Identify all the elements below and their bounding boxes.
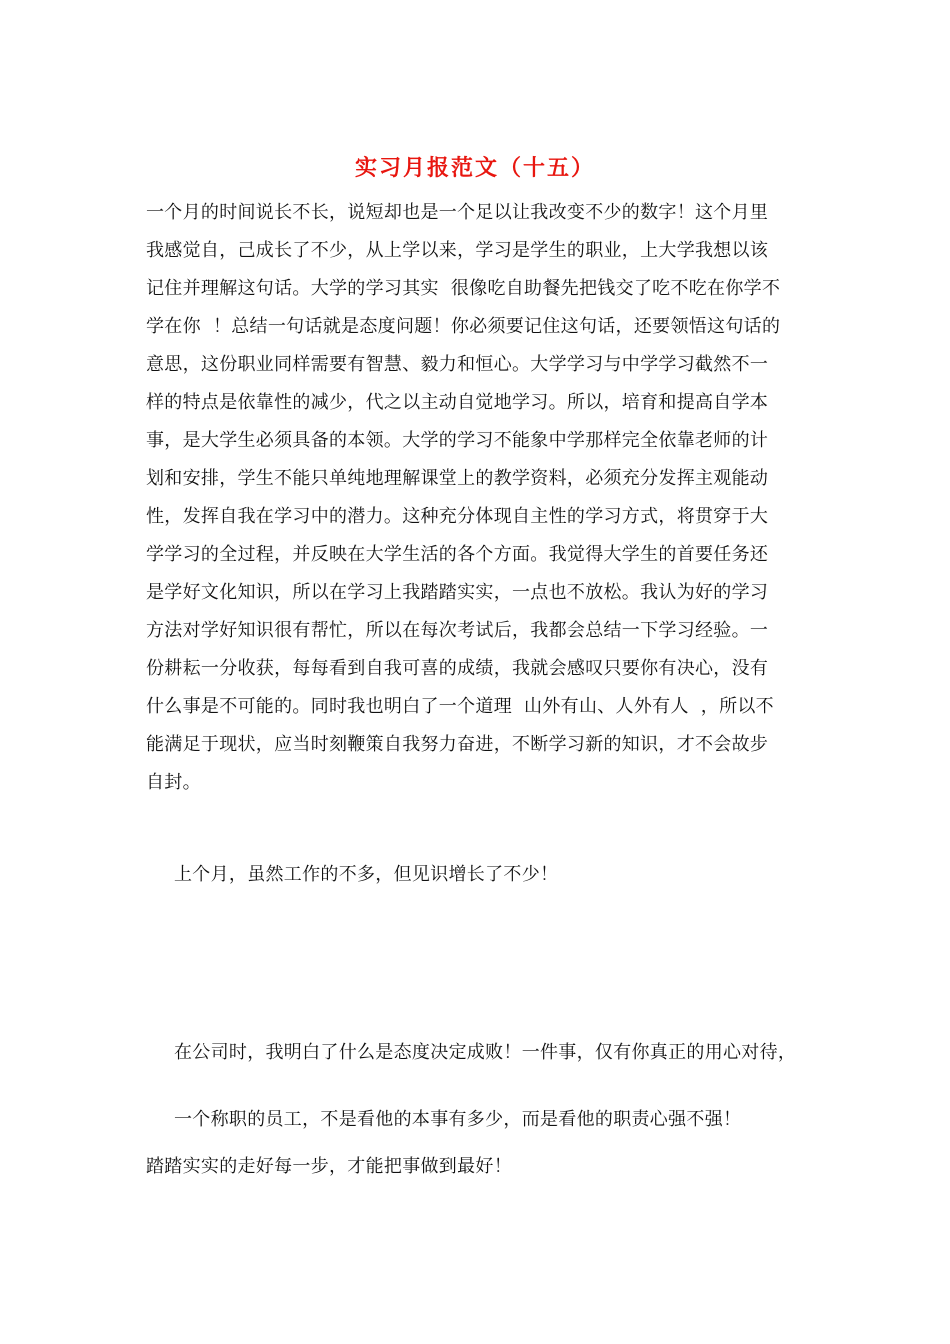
body-line: 份耕耘一分收获，每每看到自我可喜的成绩，我就会感叹只要你有决心，没有 [146, 658, 769, 679]
body-line: 样的特点是依靠性的减少，代之以主动自觉地学习。所以，培育和提高自学本 [146, 392, 769, 413]
body-line: 记住并理解这句话。大学的学习其实 很像吃自助餐先把钱交了吃不吃在你学不 [146, 278, 781, 299]
body-line: 我感觉自，己成长了不少，从上学以来，学习是学生的职业，上大学我想以该 [146, 240, 769, 261]
body-line: 学在你 ！总结一句话就是态度问题！你必须要记住这句话，还要领悟这句话的 [146, 316, 781, 337]
body-line: 方法对学好知识很有帮忙，所以在每次考试后，我都会总结一下学习经验。一 [146, 620, 769, 641]
body-line: 划和安排，学生不能只单纯地理解课堂上的教学资料，必须充分发挥主观能动 [146, 468, 769, 489]
body-line: 能满足于现状，应当时刻鞭策自我努力奋进，不断学习新的知识，才不会故步 [146, 734, 769, 755]
body-line: 什么事是不可能的。同时我也明白了一个道理 山外有山、人外有人 ，所以不 [146, 696, 774, 717]
body-paragraph-2: 上个月，虽然工作的不多，但见识增长了不少！ [174, 864, 559, 885]
body-paragraph-4: 一个称职的员工，不是看他的本事有多少，而是看他的职责心强不强！ [174, 1109, 742, 1130]
body-line: 在公司时，我明白了什么是态度决定成败！一件事，仅有你真正的用心对待， [174, 1042, 797, 1063]
body-line: 意思，这份职业同样需要有智慧、毅力和恒心。大学学习与中学学习截然不一 [146, 354, 769, 375]
body-line: 踏踏实实的走好每一步，才能把事做到最好！ [146, 1156, 512, 1177]
body-line: 事，是大学生必须具备的本领。大学的学习不能象中学那样完全依靠老师的计 [146, 430, 769, 451]
body-line: 一个月的时间说长不长，说短却也是一个足以让我改变不少的数字！这个月里 [146, 202, 769, 223]
body-line: 学学习的全过程，并反映在大学生活的各个方面。我觉得大学生的首要任务还 [146, 544, 769, 565]
body-line: 自封。 [146, 772, 201, 793]
body-line: 性，发挥自我在学习中的潜力。这种充分体现自主性的学习方式，将贯穿于大 [146, 506, 769, 527]
body-paragraph-1 [146, 194, 780, 802]
document-title: 实习月报范文（十五） [354, 155, 595, 181]
body-line: 是学好文化知识，所以在学习上我踏踏实实，一点也不放松。我认为好的学习 [146, 582, 769, 603]
